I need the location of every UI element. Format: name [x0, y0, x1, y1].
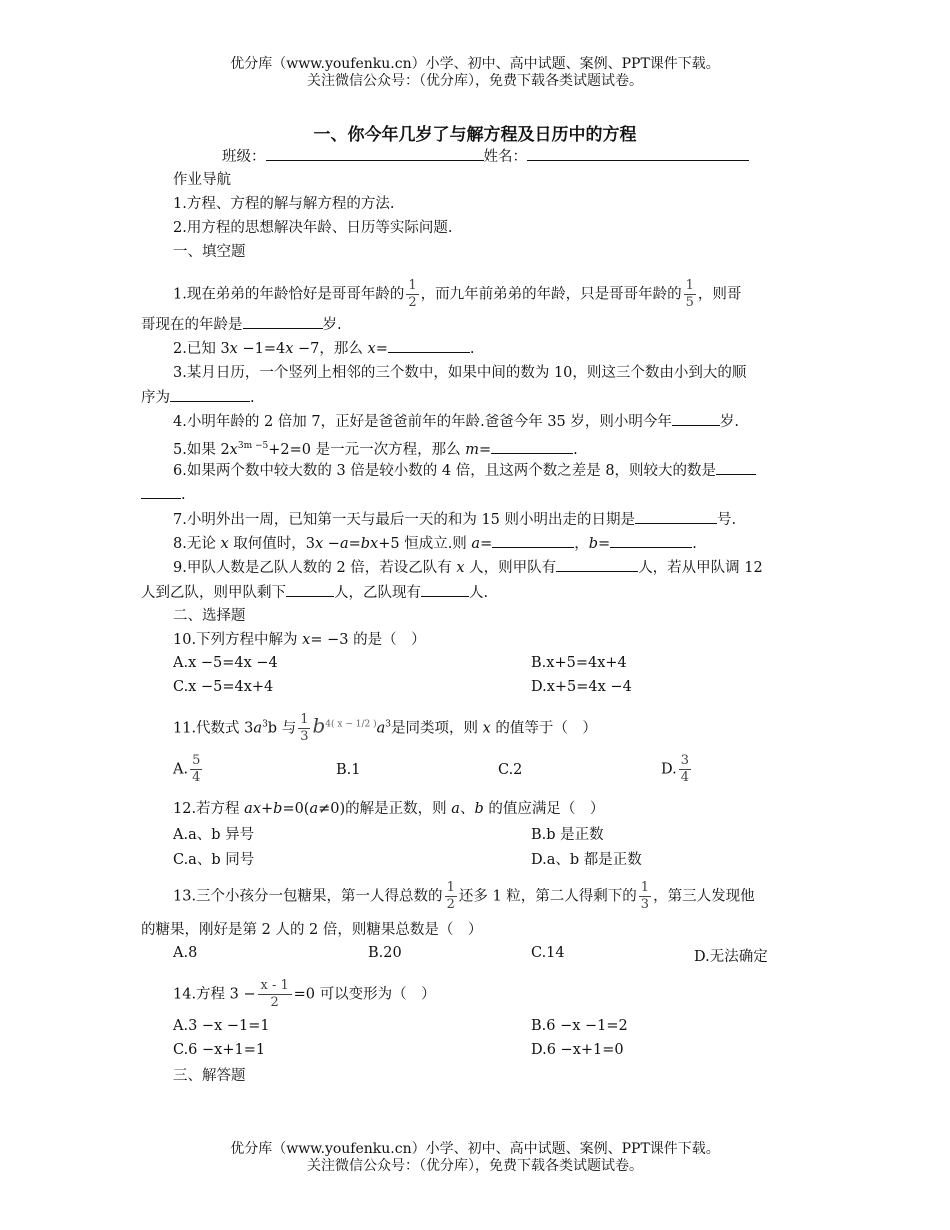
q3-line1: 3.某月日历，一个竖列上相邻的三个数中，如果中间的数为 10，则这三个数由小到大的顺: [173, 365, 747, 381]
page-title: 一、你今年几岁了与解方程及日历中的方程: [313, 125, 637, 145]
q14-fraction: $\frac{x - 1}{2}$: [258, 978, 292, 1011]
q9-line1: 9.甲队人数是乙队人数的 2 倍，若设乙队有 x 人，则甲队有 人，若从甲队调 12: [173, 557, 763, 578]
q10-stem: 10.下列方程中解为 x= −3 的是（ ）: [173, 632, 426, 648]
q8-line: 8.无论 x 取何值时，3x −a=bx+5 恒成立.则 a= ，b= .: [173, 533, 697, 554]
q3-blank[interactable]: [170, 387, 250, 402]
section-fill: 一、填空题: [173, 244, 246, 260]
q13-option-d[interactable]: D.无法确定: [694, 949, 768, 965]
class-label: 班级：: [222, 149, 266, 165]
q12-option-a[interactable]: A.a、b 异号: [173, 827, 255, 843]
q2-line: 2.已知 3x −1=4x −7，那么 x= .: [173, 338, 474, 359]
section-answer: 三、解答题: [173, 1068, 246, 1084]
q14-option-b[interactable]: B.6 −x −1=2: [531, 1018, 628, 1034]
q14-stem: 14.方程 3 − $\frac{x - 1}{2}$ =0 可以变形为（ ）: [173, 978, 436, 1010]
q10-option-b[interactable]: B.x+5=4x+4: [531, 655, 627, 671]
q12-stem: 12.若方程 ax+b=0(a≠0)的解是正数，则 a、b 的值应满足（ ）: [173, 801, 605, 817]
q6-blank-part2[interactable]: [141, 484, 181, 499]
name-label: 姓名：: [483, 149, 527, 165]
q1-blank[interactable]: [243, 314, 323, 329]
q13-option-b[interactable]: B.20: [368, 945, 402, 961]
q9-line2: 人到乙队，则甲队剩下 人，乙队现有 人.: [141, 582, 488, 603]
q11-option-d[interactable]: D. $\frac{3}{4}$: [661, 753, 689, 785]
q11-option-a[interactable]: A. $\frac{5}{4}$: [173, 753, 201, 785]
q14-option-d[interactable]: D.6 −x+1=0: [531, 1042, 624, 1058]
header-line-1: 优分库（www.youfenku.cn）小学、初中、高中试题、案例、PPT课件下载。: [230, 56, 720, 72]
q11-option-c[interactable]: C.2: [498, 762, 523, 778]
guide-heading: 作业导航: [173, 172, 231, 188]
q8-blank-b[interactable]: [610, 533, 692, 548]
guide-item-2: 2.用方程的思想解决年龄、日历等实际问题.: [173, 220, 453, 236]
q12-option-d[interactable]: D.a、b 都是正数: [531, 852, 642, 868]
q9-blank-2[interactable]: [286, 582, 334, 597]
q4-blank[interactable]: [672, 411, 720, 426]
section-choice: 二、选择题: [173, 608, 246, 624]
q11-fraction: $\frac{1}{3}$: [300, 712, 309, 744]
q1-fraction-1: $\frac{1}{2}$: [408, 278, 417, 310]
q5-blank[interactable]: [491, 439, 573, 454]
guide-item-1: 1.方程、方程的解与解方程的方法.: [173, 196, 395, 212]
q6-blank-part1[interactable]: [716, 460, 756, 475]
q10-option-a[interactable]: A.x −5=4x −4: [173, 655, 278, 671]
q1-line1: [173, 278, 741, 311]
q4-line: 4.小明年龄的 2 倍加 7，正好是爸爸前年的年龄.爸爸今年 35 岁，则小明今年 岁.: [173, 411, 739, 432]
q11-stem: 11.代数式 $3a^3b$ 与 $\frac{1}{3}$ $b^{4( x - 1/2 )}a^3$是同类项，则 x 的值等于（ ）: [173, 712, 597, 744]
q12-option-c[interactable]: C.a、b 同号: [173, 852, 255, 868]
q13-line2: 的糖果，刚好是第 2 人的 2 倍，则糖果总数是（ ）: [141, 922, 483, 938]
q13-option-c[interactable]: C.14: [531, 945, 565, 961]
q1-fraction-2: $\frac{1}{5}$: [685, 278, 694, 310]
header-line-2: 关注微信公众号：（优分库），免费下载各类试题试卷。: [307, 73, 643, 89]
footer-line-1: 优分库（www.youfenku.cn）小学、初中、高中试题、案例、PPT课件下载。: [230, 1141, 720, 1157]
class-name-row: [222, 146, 749, 167]
q7-line: 7.小明外出一周，已知第一天与最后一天的和为 15 则小明出走的日期是 号.: [173, 509, 736, 530]
q3-line2: 序为 .: [141, 387, 255, 408]
q14-option-c[interactable]: C.6 −x+1=1: [173, 1042, 266, 1058]
q10-option-c[interactable]: C.x −5=4x+4: [173, 679, 274, 695]
q1-line2: 哥现在的年龄是 岁.: [141, 314, 342, 335]
q6-line2: .: [141, 484, 186, 505]
q5-line: 5.如果 $2x^{3m -5}+2=0$ 是一元一次方程，那么 m= .: [173, 436, 578, 460]
q12-option-b[interactable]: B.b 是正数: [531, 827, 604, 843]
q8-blank-a[interactable]: [492, 533, 574, 548]
q6-line1: 6.如果两个数中较大数的 3 倍是较小数的 4 倍，且这两个数之差是 8，则较大的数是: [173, 460, 756, 481]
q13-line1: 13.三个小孩分一包糖果，第一人得总数的 $\frac{1}{2}$ 还多 1 粒，第二人得剩下的 $\frac{1}{3}$ ，第三人发现他: [173, 880, 755, 912]
q1-text-3: ，则哥: [697, 286, 742, 303]
name-blank[interactable]: [527, 146, 749, 161]
q1-text: 1.现在弟弟的年龄恰好是哥哥年龄的: [173, 286, 405, 303]
q9-blank-3[interactable]: [421, 582, 469, 597]
q1-text-2: ，而九年前弟弟的年龄，只是哥哥年龄的: [420, 286, 682, 303]
footer-line-2: 关注微信公众号：（优分库），免费下载各类试题试卷。: [307, 1158, 643, 1174]
q9-blank-1[interactable]: [556, 557, 638, 572]
q14-option-a[interactable]: A.3 −x −1=1: [173, 1018, 270, 1034]
q2-blank[interactable]: [388, 338, 470, 353]
q7-blank[interactable]: [635, 509, 717, 524]
q10-option-d[interactable]: D.x+5=4x −4: [531, 679, 632, 695]
q13-option-a[interactable]: A.8: [173, 945, 198, 961]
class-blank[interactable]: [266, 146, 484, 161]
q11-option-b[interactable]: B.1: [336, 762, 361, 778]
